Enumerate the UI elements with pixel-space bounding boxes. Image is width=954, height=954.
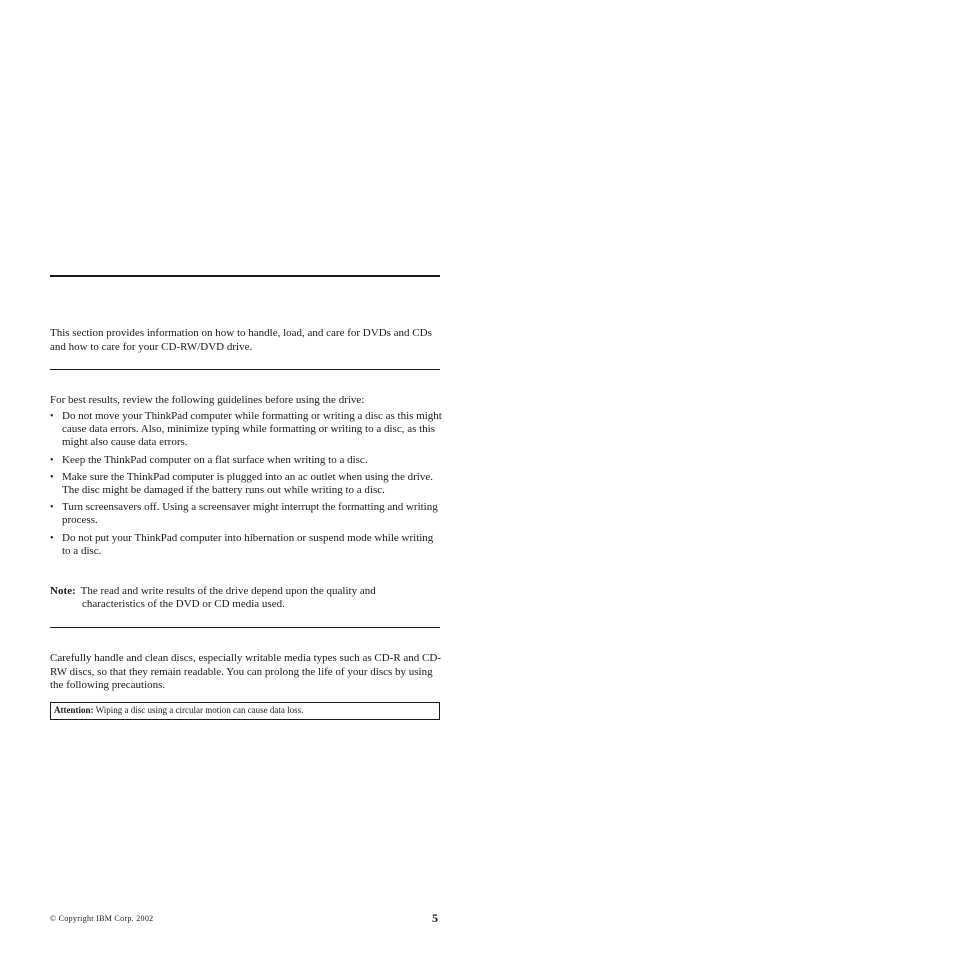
list-item-text: Turn screensavers off. Using a screensaver might interrupt the formatting and writing process. [62,501,438,527]
attention-text: Wiping a disc using a circular motion can cause data loss. [95,705,304,715]
subsection-rule-care [50,627,440,628]
list-item [50,501,442,527]
section-intro-paragraph: This section provides information on how to handle, load, and care for DVDs and CDs and how to care for your CD-RW/DVD drive. [50,327,432,353]
list-item [50,532,442,558]
guidelines-list [50,410,442,562]
footer-copyright: © Copyright IBM Corp. 2002 [50,914,154,923]
list-item-text: Do not move your ThinkPad computer while formatting or writing a disc as this might cause data errors. Also, minimize typing while formatting or writing to a disc, as this might also cause data errors. [62,410,442,449]
section-top-rule [50,275,440,277]
list-item-text: Make sure the ThinkPad computer is plugged into an ac outlet when using the drive. The disc might be damaged if the battery runs out while writing to a disc. [62,470,433,497]
bullet-glyph: • [50,502,54,514]
list-item-text: Do not put your ThinkPad computer into hibernation or suspend mode while writing to a disc. [62,531,434,557]
list-item-text: Keep the ThinkPad computer on a flat surface when writing to a disc. [62,453,368,466]
note-line-1: The read and write results of the drive depend upon the quality and [80,585,376,597]
guidelines-intro: For best results, review the following guidelines before using the drive: [50,394,365,406]
bullet-glyph: • [50,532,54,544]
care-paragraph: Carefully handle and clean discs, especially writable media types such as CD-R and CD-RW discs, so that they remain readable. You can prolong the life of your discs by using the following precautions. [50,652,441,691]
list-item [50,471,442,497]
bullet-glyph: • [50,454,54,466]
note-line-2: characteristics of the DVD or CD media used. [82,598,285,611]
attention-label: Attention: [54,705,94,715]
bullet-glyph: • [50,471,54,483]
note-block [50,585,442,611]
bullet-glyph: • [50,411,54,422]
note-label: Note: [50,585,76,597]
list-item [50,454,442,467]
page-number: 5 [432,911,438,925]
subsection-rule-guidelines [50,369,440,370]
list-item [50,410,442,450]
attention-box [50,702,440,720]
